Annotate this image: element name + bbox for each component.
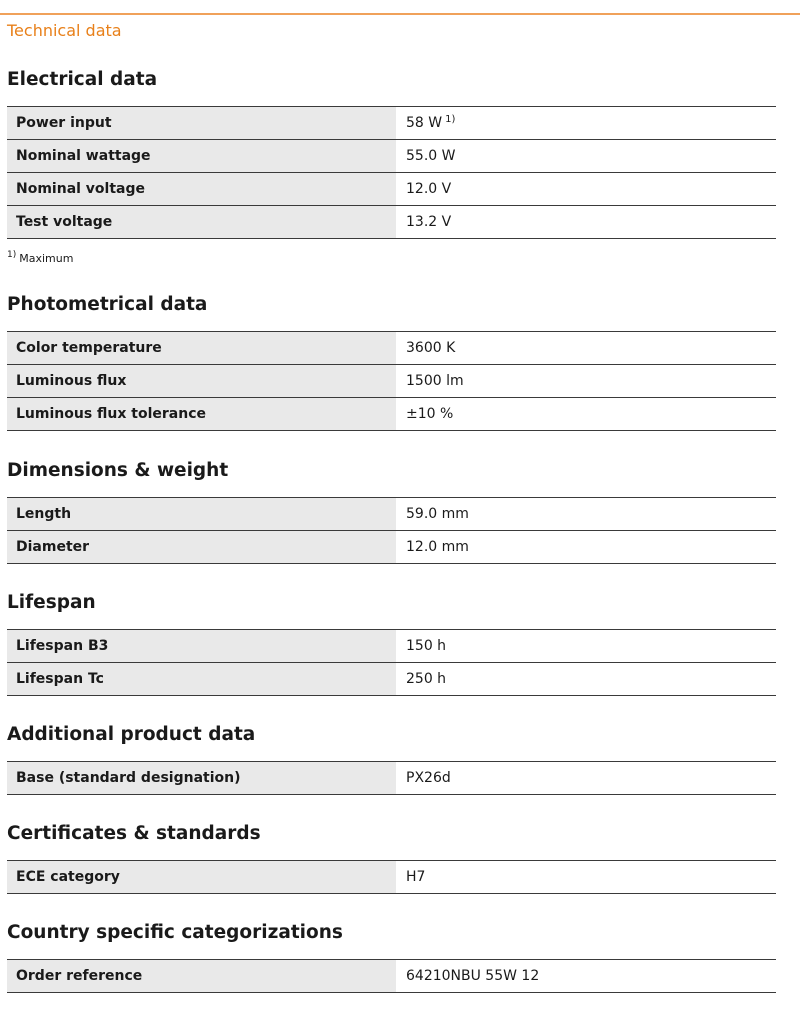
spec-table bbox=[7, 959, 776, 993]
row-label: Nominal voltage bbox=[7, 173, 396, 205]
section-title: Certificates & standards bbox=[7, 823, 261, 844]
spec-table bbox=[7, 331, 776, 431]
section-photometrical-data bbox=[7, 293, 776, 422]
row-label: Luminous flux bbox=[7, 365, 396, 397]
section-electrical-data bbox=[7, 68, 776, 265]
row-value: 13.2 V bbox=[396, 206, 776, 238]
row-label: Length bbox=[7, 498, 396, 530]
row-value: PX26d bbox=[396, 762, 776, 794]
section-title: Additional product data bbox=[7, 724, 256, 745]
spec-table bbox=[7, 106, 776, 239]
table-row bbox=[7, 960, 776, 993]
row-label: Luminous flux tolerance bbox=[7, 398, 396, 430]
table-row bbox=[7, 663, 776, 696]
spec-table bbox=[7, 761, 776, 795]
table-row bbox=[7, 173, 776, 206]
table-row bbox=[7, 365, 776, 398]
footnote-mark: 1) bbox=[7, 250, 17, 260]
page-title: Technical data bbox=[7, 21, 122, 40]
row-value: 12.0 mm bbox=[396, 531, 776, 563]
table-row bbox=[7, 498, 776, 531]
section-title: Photometrical data bbox=[7, 294, 208, 315]
section-lifespan bbox=[7, 591, 776, 687]
table-row bbox=[7, 762, 776, 795]
spec-table bbox=[7, 860, 776, 894]
table-row bbox=[7, 531, 776, 564]
row-value: ±10 % bbox=[396, 398, 776, 430]
section-country-specific-categorizations bbox=[7, 921, 776, 984]
row-label: Nominal wattage bbox=[7, 140, 396, 172]
table-row bbox=[7, 140, 776, 173]
row-value: 59.0 mm bbox=[396, 498, 776, 530]
row-label: Power input bbox=[7, 107, 396, 139]
table-row bbox=[7, 630, 776, 663]
row-label: Test voltage bbox=[7, 206, 396, 238]
row-value: H7 bbox=[396, 861, 776, 893]
row-label: Color temperature bbox=[7, 332, 396, 364]
table-row bbox=[7, 107, 776, 140]
table-row bbox=[7, 398, 776, 431]
row-value: 58 W bbox=[406, 115, 443, 131]
row-value: 12.0 V bbox=[396, 173, 776, 205]
section-additional-product-data bbox=[7, 723, 776, 786]
row-label: Base (standard designation) bbox=[7, 762, 396, 794]
section-title: Electrical data bbox=[7, 69, 158, 90]
footnote-text: Maximum bbox=[19, 252, 74, 265]
row-value: 250 h bbox=[396, 663, 776, 695]
row-value-cell bbox=[396, 107, 776, 139]
section-dimensions-weight bbox=[7, 459, 776, 555]
footnote bbox=[7, 252, 73, 267]
footnote-ref: 1) bbox=[445, 114, 456, 125]
row-value: 64210NBU 55W 12 bbox=[396, 960, 776, 992]
table-row bbox=[7, 332, 776, 365]
row-label: ECE category bbox=[7, 861, 396, 893]
section-certificates-standards bbox=[7, 822, 776, 885]
row-label: Order reference bbox=[7, 960, 396, 992]
row-label: Lifespan Tc bbox=[7, 663, 396, 695]
section-title: Lifespan bbox=[7, 592, 96, 613]
row-label: Lifespan B3 bbox=[7, 630, 396, 662]
table-row bbox=[7, 206, 776, 239]
row-value: 3600 K bbox=[396, 332, 776, 364]
table-row bbox=[7, 861, 776, 894]
section-title: Country specific categorizations bbox=[7, 922, 343, 943]
row-value: 150 h bbox=[396, 630, 776, 662]
section-title: Dimensions & weight bbox=[7, 460, 229, 481]
spec-table bbox=[7, 497, 776, 564]
spec-table bbox=[7, 629, 776, 696]
top-accent-rule bbox=[0, 13, 800, 15]
row-value: 55.0 W bbox=[396, 140, 776, 172]
row-label: Diameter bbox=[7, 531, 396, 563]
row-value: 1500 lm bbox=[396, 365, 776, 397]
